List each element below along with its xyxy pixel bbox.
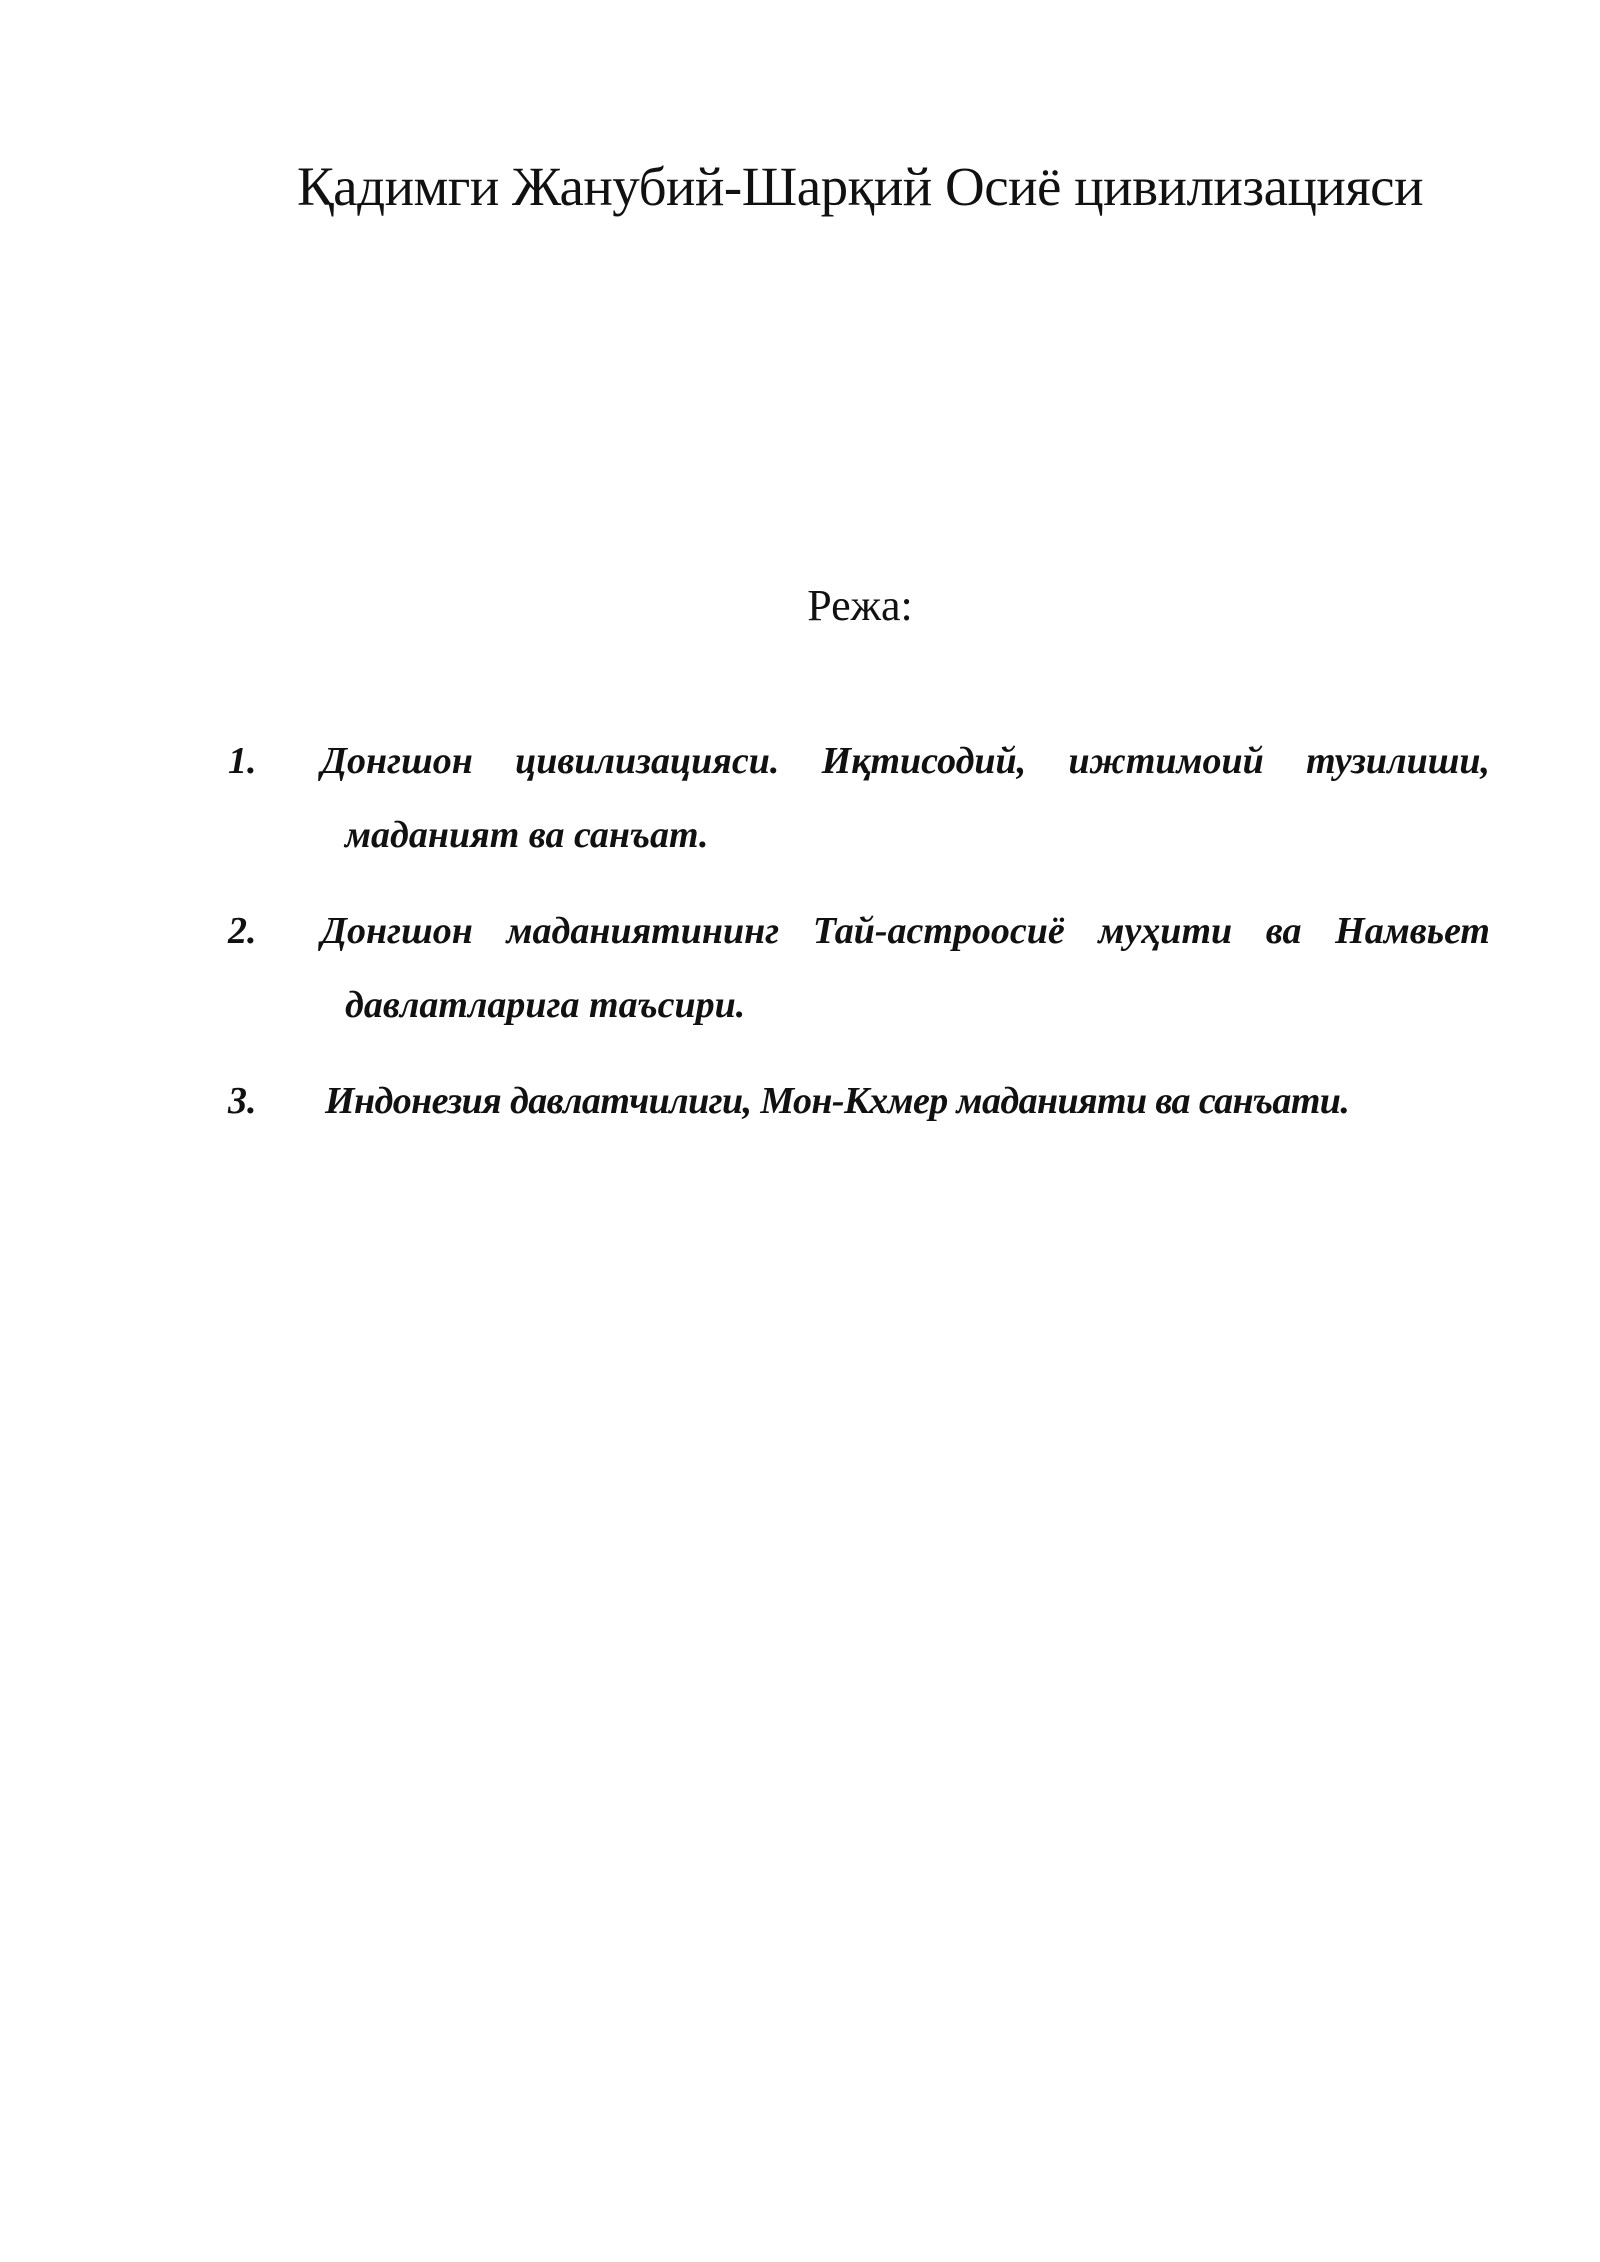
plan-item-text: Индонезия давлатчилиги, Мон-Кхмер маданияти ва санъати. — [325, 1080, 1350, 1122]
plan-item-number: 2. — [228, 910, 257, 952]
plan-item-text-line-1: Донгшон маданиятининг Тай-астроосиё муҳити ва Намвьет — [321, 910, 1490, 952]
plan-item-text-line-2: давлатларига таъсири. — [345, 984, 746, 1026]
plan-item-3 — [228, 1064, 1490, 1138]
plan-item-2 — [228, 894, 1490, 1042]
document-title: Қадимги Жанубий-Шарқий Осиё цивилизацияси — [296, 156, 1423, 217]
plan-heading: Режа: — [807, 581, 913, 630]
plan-item-text-line-1: Донгшон цивилизацияси. Иқтисодий, ижтимоий тузилиши, — [321, 740, 1490, 782]
plan-item-text-line-2: маданият ва санъат. — [345, 814, 709, 856]
plan-list — [228, 724, 1490, 1160]
plan-item-number: 1. — [228, 740, 257, 782]
plan-item-1 — [228, 724, 1490, 872]
plan-item-number: 3. — [228, 1080, 257, 1122]
